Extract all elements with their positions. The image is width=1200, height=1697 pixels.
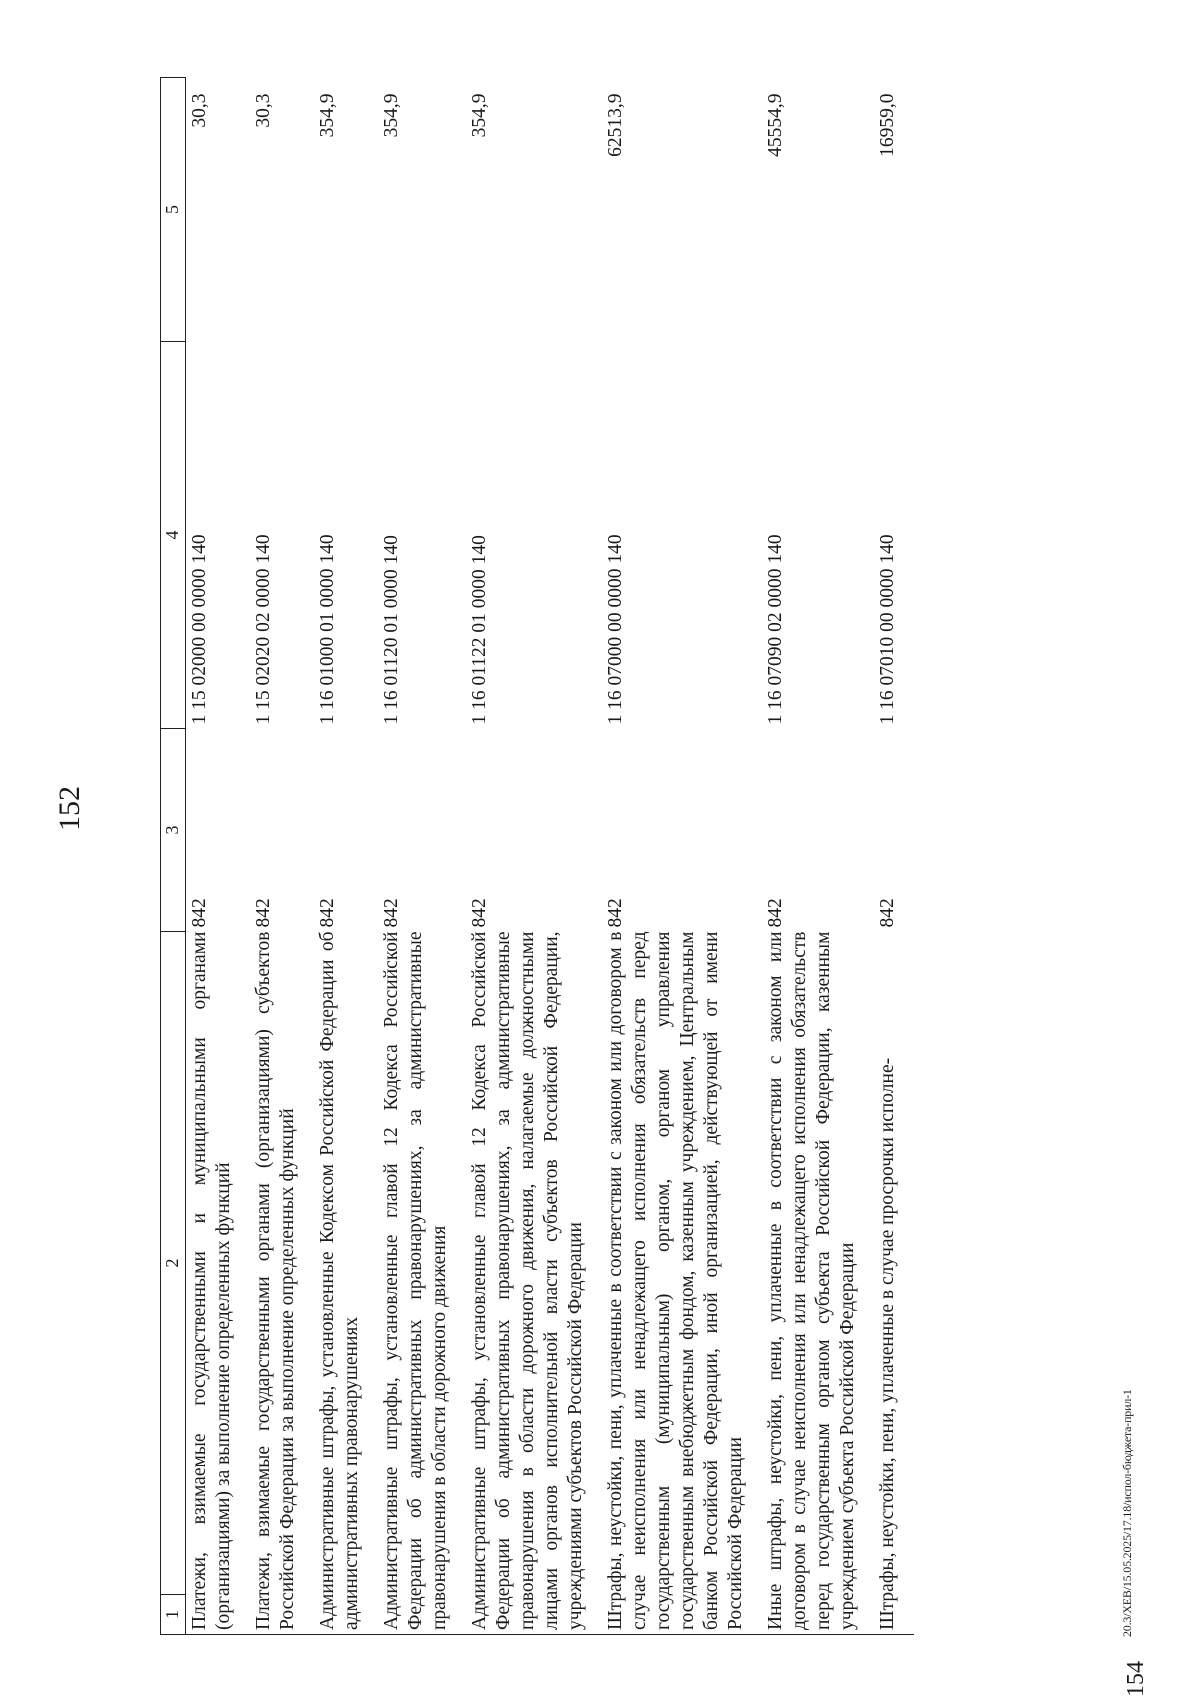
table-row [314,78,378,1635]
sheet-number: 154 [1123,1661,1149,1697]
row-budget-code: 1 16 07000 00 0000 140 [605,534,626,725]
header-col-5: 5 [161,78,186,342]
row-budget-code: 1 16 01000 01 0000 140 [317,534,338,725]
row-admin-code: 842 [765,898,786,928]
row-amount: 30,3 [253,93,274,128]
header-col-2: 2 [161,932,186,1595]
row-budget-code: 1 15 02000 00 0000 140 [189,534,210,725]
table-row [874,78,914,1635]
row-description: Административные штрафы, установленные главой 12 Кодекса Российской Федерации об административных правонарушениях, за административные правонарушения в области дорожного движения [378,932,466,1635]
table-row [602,78,762,1635]
row-admin-code: 842 [469,898,490,928]
row-amount: 354,9 [469,93,490,138]
table-row [250,78,314,1635]
row-budget-code: 1 15 02020 02 0000 140 [253,534,274,725]
row-description: Платежи, взимаемые государственными и муниципальными органами (организациями) за выполнение определенных функций [186,932,251,1635]
row-budget-code: 1 16 01120 01 0000 140 [381,535,402,725]
header-col-1: 1 [161,1595,186,1635]
row-amount: 354,9 [317,93,338,138]
header-col-4: 4 [161,342,186,729]
row-description: Административные штрафы, установленные Кодексом Российской Федерации об административных правонарушениях [314,932,378,1635]
row-description: Штрафы, неустойки, пени, уплаченные в случае просрочки исполне- [874,932,914,1635]
header-col-3: 3 [161,729,186,932]
row-admin-code: 842 [381,898,402,928]
row-admin-code: 842 [253,898,274,928]
row-admin-code: 842 [317,898,338,928]
table-row [186,78,251,1635]
row-amount: 16959,0 [877,93,898,157]
page-number: 152 [53,786,86,831]
row-amount: 354,9 [381,93,402,138]
row-budget-code: 1 16 07010 00 0000 140 [877,534,898,725]
row-description: Административные штрафы, установленные главой 12 Кодекса Российской Федерации об административных правонарушениях, за административные правонарушения в области дорожного движения, налагаемые должностными лицами органов исполнительной власти субъектов Российской Федерации, учреждениями субъектов Российской Федерации [466,932,602,1635]
table-header-row [161,78,186,1635]
row-amount: 45554,9 [765,93,786,157]
table-row [466,78,602,1635]
table-row [762,78,874,1635]
row-budget-code: 1 16 01122 01 0000 140 [469,535,490,725]
row-admin-code: 842 [189,898,210,928]
row-description: Иные штрафы, неустойки, пени, уплаченные в соответствии с законом или договором в случае неисполнения или ненадлежащего исполнения обязательств перед государственным органом субъекта Российской Федерации, казенным учреждением субъекта Российской Федерации [762,932,874,1635]
row-description: Штрафы, неустойки, пени, уплаченные в соответствии с законом или договором в случае неисполнения или ненадлежащего исполнения обязательств перед государственным (муниципальным) органом, органом управления государственным внебюджетным фондом, казенным учреждением, Центральным банком Российской Федерации, иной организацией, действующей от имени Российской Федерации [602,932,762,1635]
row-amount: 62513,9 [605,93,626,157]
row-admin-code: 842 [877,898,898,928]
table-body [186,78,915,1635]
table-row [378,78,466,1635]
row-admin-code: 842 [605,898,626,928]
footer-code: 20.3/XEB/15.05.2025/17.18/испол-бюджета-прил-1 [1120,1389,1134,1637]
revenue-table [160,77,914,1635]
row-amount: 30,3 [189,93,210,128]
row-description: Платежи, взимаемые государственными органами (организациями) субъектов Российской Федерации за выполнение определенных функций [250,932,314,1635]
row-budget-code: 1 16 07090 02 0000 140 [765,534,786,725]
